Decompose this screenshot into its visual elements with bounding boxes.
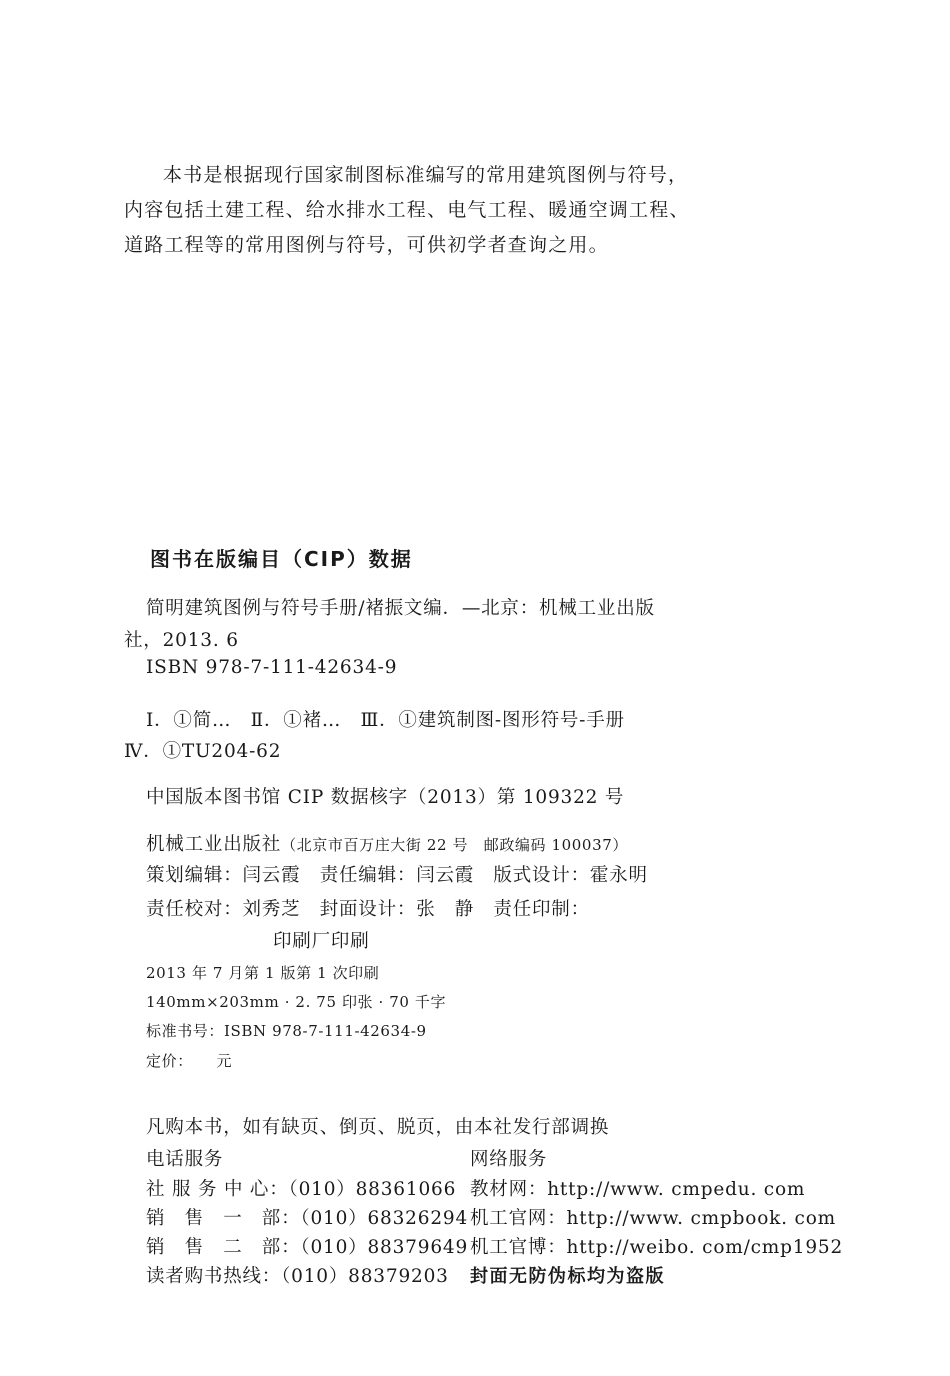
publisher-line (146, 830, 628, 856)
phone-number: （010）88379649 (300, 1237, 469, 1258)
phone-label: 社 服 务 中 心： (146, 1179, 289, 1200)
cip-heading: 图书在版编目（CIP）数据 (150, 547, 413, 571)
summary-line-3: 道路工程等的常用图例与符号，可供初学者查询之用。 (124, 234, 609, 256)
web-row (470, 1175, 805, 1201)
phone-row (146, 1175, 456, 1201)
editors-line: 策划编辑：闫云霞 责任编辑：闫云霞 版式设计：霍永明 (146, 865, 648, 886)
web-url[interactable]: http://weibo. com/cmp1952 (566, 1237, 844, 1258)
cip-title-line-2: 社，2013. 6 (124, 630, 239, 651)
phone-row (146, 1233, 468, 1259)
web-row (470, 1204, 836, 1230)
web-label: 机工官博： (470, 1237, 567, 1258)
phone-label: 读者购书热线： (146, 1266, 282, 1287)
proof-line: 责任校对：刘秀芝 封面设计：张 静 责任印制： (146, 899, 590, 920)
anti-piracy-notice: 封面无防伪标均为盗版 (470, 1266, 665, 1287)
web-label: 机工官网： (470, 1208, 567, 1229)
printer-line: 印刷厂印刷 (273, 931, 370, 952)
format-line: 140mm×203mm · 2. 75 印张 · 70 千字 (146, 993, 447, 1011)
price-line: 定价： 元 (146, 1052, 233, 1070)
web-url[interactable]: http://www. cmpedu. com (547, 1179, 806, 1200)
phone-row (146, 1204, 468, 1230)
cip-isbn: ISBN 978-7-111-42634-9 (146, 657, 398, 678)
standard-isbn-line: 标准书号：ISBN 978-7-111-42634-9 (146, 1022, 427, 1040)
phone-label: 销 售 一 部： (146, 1208, 301, 1229)
web-url[interactable]: http://www. cmpbook. com (566, 1208, 836, 1229)
publisher-address: （北京市百万庄大街 22 号 邮政编码 100037） (281, 836, 628, 854)
web-row (470, 1233, 843, 1259)
publisher-name: 机械工业出版社 (146, 834, 282, 855)
summary-line-2: 内容包括土建工程、给水排水工程、电气工程、暖通空调工程、 (124, 199, 690, 221)
phone-number: （010）88361066 (288, 1179, 457, 1200)
cip-class-line-2: Ⅳ．①TU204-62 (124, 741, 282, 762)
exchange-notice: 凡购本书，如有缺页、倒页、脱页，由本社发行部调换 (146, 1117, 610, 1138)
web-label: 教材网： (470, 1179, 548, 1200)
cip-class-line-1: Ⅰ．①简… Ⅱ．①褚… Ⅲ．①建筑制图-图形符号-手册 (146, 710, 625, 731)
phone-number: （010）68326294 (300, 1208, 469, 1229)
web-service-heading: 网络服务 (470, 1149, 548, 1170)
phone-row (146, 1262, 449, 1288)
edition-line: 2013 年 7 月第 1 版第 1 次印刷 (146, 964, 380, 982)
phone-service-heading: 电话服务 (146, 1149, 224, 1170)
cip-library-record: 中国版本图书馆 CIP 数据核字（2013）第 109322 号 (146, 787, 625, 808)
cip-title-line-1: 简明建筑图例与符号手册/褚振文编．—北京：机械工业出版 (146, 598, 655, 619)
summary-line-1: 本书是根据现行国家制图标准编写的常用建筑图例与符号， (163, 164, 689, 186)
phone-label: 销 售 二 部： (146, 1237, 301, 1258)
phone-number: （010）88379203 (281, 1266, 449, 1287)
